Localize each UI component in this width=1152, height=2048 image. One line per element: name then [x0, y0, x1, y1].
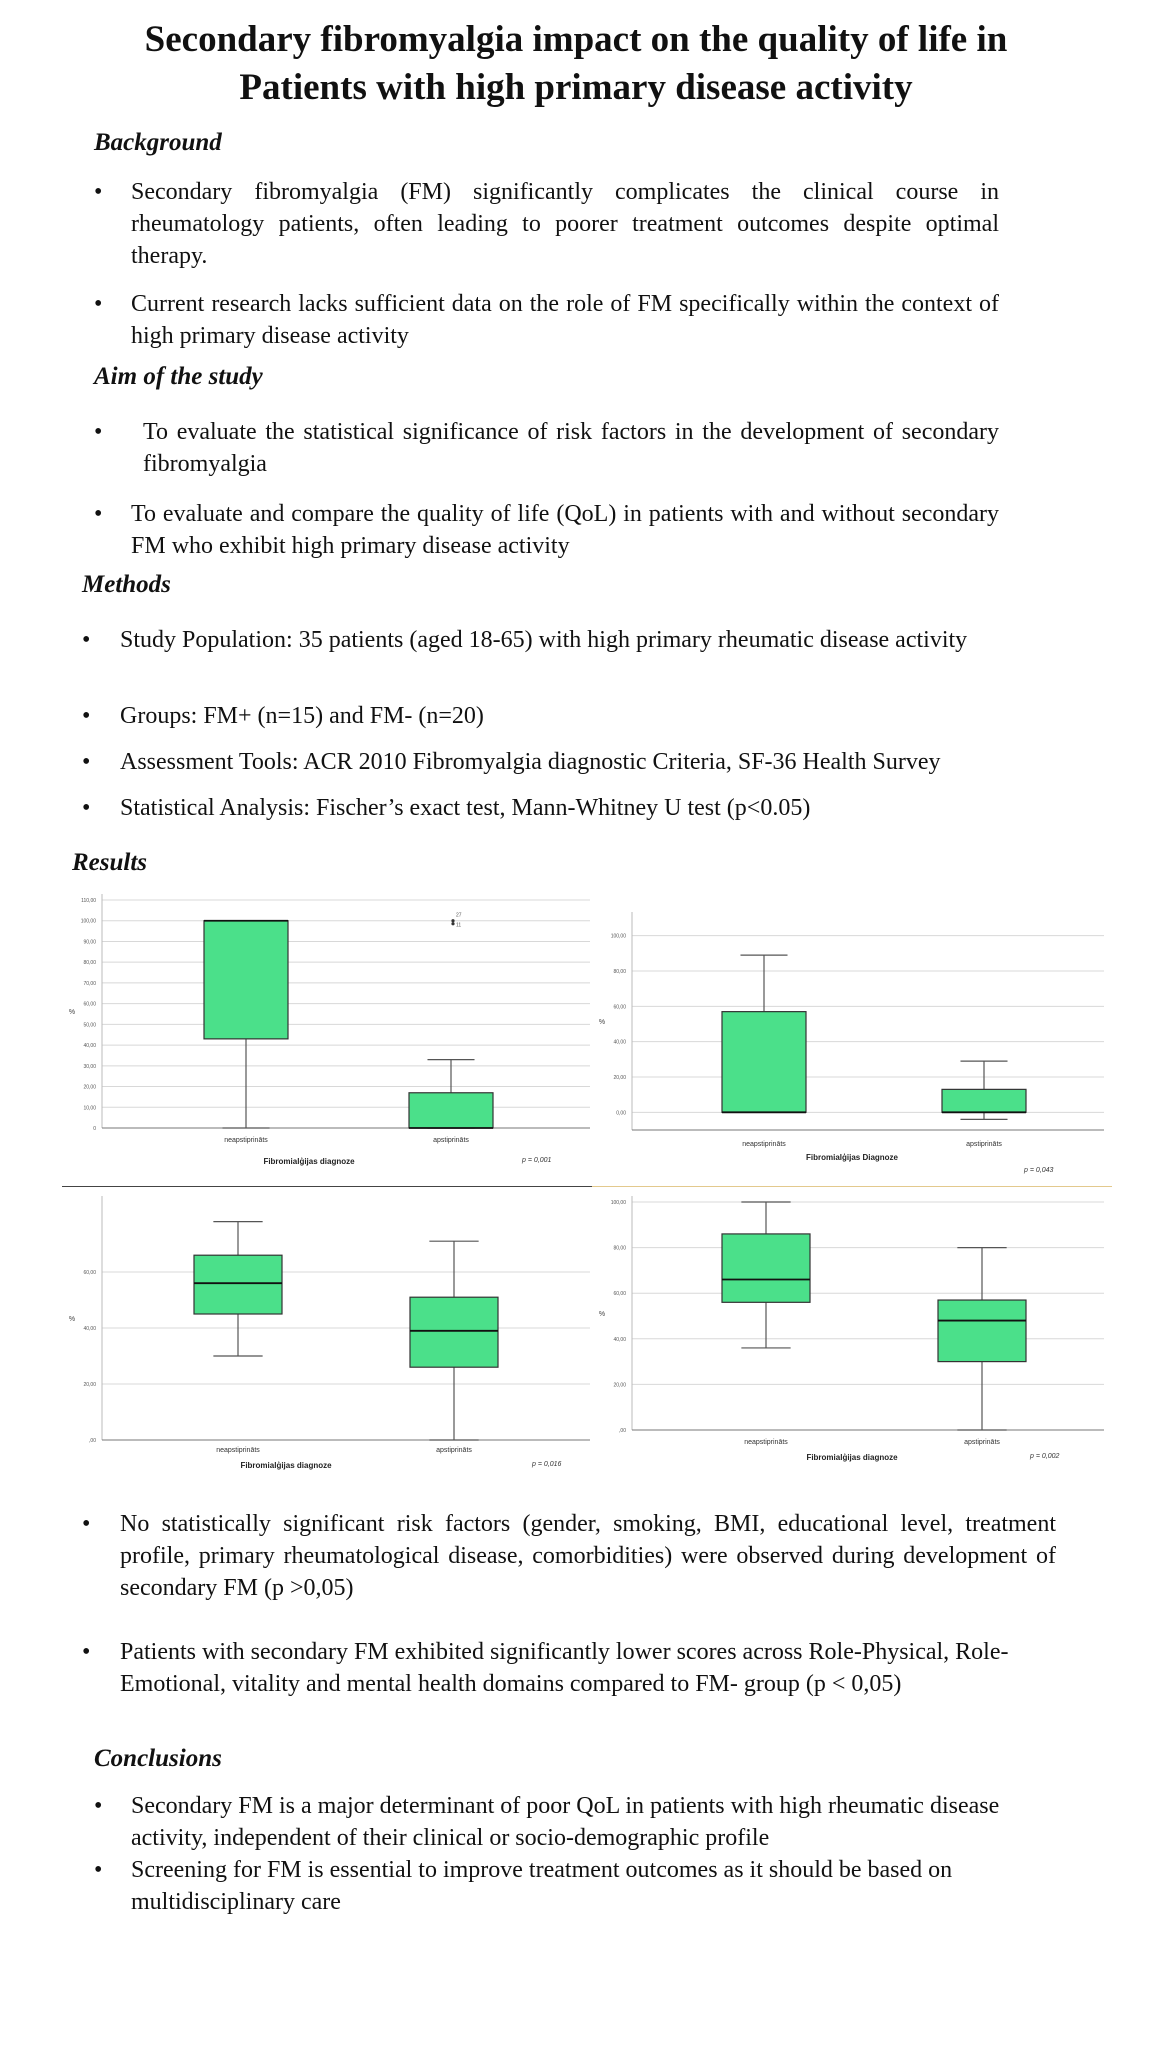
y-tick-label: 80,00 [613, 969, 626, 975]
bullet-dot: • [94, 419, 103, 445]
p-value-label: p = 0,043 [1024, 1167, 1054, 1174]
category-label: neapstiprināts [742, 1141, 786, 1148]
p-value-label: p = 0,001 [522, 1157, 552, 1164]
bullet-dot: • [94, 1793, 103, 1819]
aim-bullet-2: To evaluate and compare the quality of life (QoL) in patients with and without secondary FM who exhibit high primary disease activity [131, 501, 999, 559]
box [409, 1093, 493, 1128]
y-tick-label: 50,00 [83, 1022, 96, 1029]
y-axis-label: % [598, 1019, 606, 1026]
conclusions-bullet-1: Secondary FM is a major determinant of poor QoL in patients with high rheumatic disease activity, independent of their clinical or socio-demographic profile [131, 1793, 1000, 1851]
y-tick-label: 90,00 [83, 939, 96, 946]
y-tick-label: 40,00 [613, 1039, 626, 1046]
y-tick-label: 80,00 [613, 1245, 626, 1252]
bullet-dot: • [82, 1639, 91, 1665]
y-tick-label: 10,00 [83, 1105, 96, 1112]
outlier-point [451, 919, 454, 922]
y-tick-label: ,00 [89, 1438, 96, 1444]
box [204, 921, 288, 1039]
outlier-point [451, 922, 454, 925]
x-axis-title: Fibromialģijas Diagnoze [805, 1153, 899, 1162]
poster-title [0, 16, 1152, 112]
y-tick-label: 100,00 [610, 1200, 626, 1206]
y-tick-label: ,00 [619, 1428, 626, 1434]
boxplot-chart-2 [592, 896, 1112, 1186]
methods-bullet-2: Groups: FM+ (n=15) and FM- (n=20) [120, 703, 484, 729]
category-label: apstiprināts [964, 1439, 1000, 1446]
title-line-1: Secondary fibromyalgia impact on the quality of life in [144, 19, 1008, 60]
boxplot-chart-1 [62, 880, 598, 1186]
category-label: apstiprināts [433, 1137, 469, 1144]
y-tick-label: 30,00 [83, 1063, 96, 1070]
box [194, 1255, 282, 1314]
background-heading: Background [94, 129, 222, 156]
bullet-dot: • [94, 1857, 103, 1883]
category-label: apstiprināts [436, 1447, 472, 1454]
category-label: neapstiprināts [224, 1137, 268, 1144]
box [722, 1234, 810, 1302]
category-label: apstiprināts [966, 1141, 1002, 1148]
y-tick-label: 20,00 [83, 1084, 96, 1091]
y-tick-label: 20,00 [83, 1382, 96, 1388]
y-tick-label: 60,00 [613, 1291, 626, 1298]
methods-bullet-1: Study Population: 35 patients (aged 18-65) with high primary rheumatic disease activity [120, 627, 968, 653]
background-bullet-1: Secondary fibromyalgia (FM) significantly complicates the clinical course in rheumatology patients, often leading to poorer treatment outcomes despite optimal therapy. [131, 179, 999, 269]
bullet-dot: • [94, 501, 103, 527]
y-axis-label: % [68, 1009, 76, 1016]
x-axis-title: Fibromialģijas diagnoze [263, 1157, 355, 1166]
y-tick-label: 60,00 [83, 1001, 96, 1008]
conclusions-heading: Conclusions [94, 1745, 222, 1772]
bullet-dot: • [94, 179, 103, 205]
category-label: neapstiprināts [744, 1439, 788, 1446]
outlier-label: 11 [456, 922, 462, 929]
chart-divider [62, 1186, 598, 1187]
y-tick-label: 20,00 [613, 1075, 626, 1081]
background-bullet-2: Current research lacks sufficient data on the role of FM specifically within the context of high primary disease activity [131, 291, 999, 349]
methods-heading: Methods [82, 571, 171, 598]
box [410, 1297, 498, 1367]
aim-bullet-1: To evaluate the statistical significance of risk factors in the development of secondary fibromyalgia [143, 419, 999, 477]
methods-bullet-4: Statistical Analysis: Fischer’s exact test, Mann-Whitney U test (p<0.05) [120, 795, 811, 821]
y-tick-label: 100,00 [610, 933, 626, 940]
y-tick-label: 70,00 [83, 980, 96, 987]
box [722, 1012, 806, 1113]
x-axis-title: Fibromialģijas diagnoze [240, 1461, 332, 1470]
y-tick-label: 20,00 [613, 1382, 626, 1389]
y-tick-label: 60,00 [83, 1270, 96, 1276]
bullet-dot: • [82, 627, 91, 653]
y-tick-label: 60,00 [613, 1004, 626, 1011]
results-bullet-1: No statistically significant risk factors (gender, smoking, BMI, educational level, treatment profile, primary rheumatological disease, comorbidities) were observed during development of secondary FM (p >0,05) [120, 1511, 1056, 1601]
y-tick-label: 40,00 [83, 1043, 96, 1050]
p-value-label: p = 0,016 [532, 1461, 562, 1468]
results-heading: Results [72, 849, 148, 876]
y-tick-label: 80,00 [83, 960, 96, 967]
y-tick-label: 0,00 [616, 1110, 626, 1117]
y-tick-label: 0 [93, 1126, 96, 1132]
boxplot-chart-3 [62, 1190, 598, 1474]
x-axis-title: Fibromialģijas diagnoze [806, 1453, 898, 1462]
box [938, 1300, 1026, 1362]
p-value-label: p = 0,002 [1030, 1453, 1060, 1460]
category-label: neapstiprināts [216, 1447, 260, 1454]
bullet-dot: • [82, 703, 91, 729]
y-tick-label: 110,00 [81, 898, 96, 904]
aim-heading: Aim of the study [94, 363, 263, 390]
y-axis-label: % [68, 1316, 76, 1323]
y-tick-label: 40,00 [83, 1326, 96, 1332]
methods-bullet-3: Assessment Tools: ACR 2010 Fibromyalgia diagnostic Criteria, SF-36 Health Survey [120, 749, 941, 775]
conclusions-bullet-2: Screening for FM is essential to improve treatment outcomes as it should be based on multidisciplinary care [131, 1857, 953, 1915]
title-line-2: Patients with high primary disease activity [239, 67, 913, 108]
bullet-dot: • [82, 795, 91, 821]
outlier-label: 27 [456, 912, 462, 919]
boxplot-chart-4 [592, 1190, 1112, 1474]
box [942, 1089, 1026, 1112]
y-tick-label: 40,00 [613, 1336, 626, 1343]
bullet-dot: • [94, 291, 103, 317]
bullet-dot: • [82, 749, 91, 775]
y-tick-label: 100,00 [80, 918, 96, 925]
chart-divider [592, 1186, 1112, 1187]
results-bullet-2: Patients with secondary FM exhibited significantly lower scores across Role-Physical, Role-Emotional, vitality and mental health domains compared to FM- group (p < 0,05) [120, 1639, 1009, 1697]
bullet-dot: • [82, 1511, 91, 1537]
y-axis-label: % [598, 1311, 606, 1318]
